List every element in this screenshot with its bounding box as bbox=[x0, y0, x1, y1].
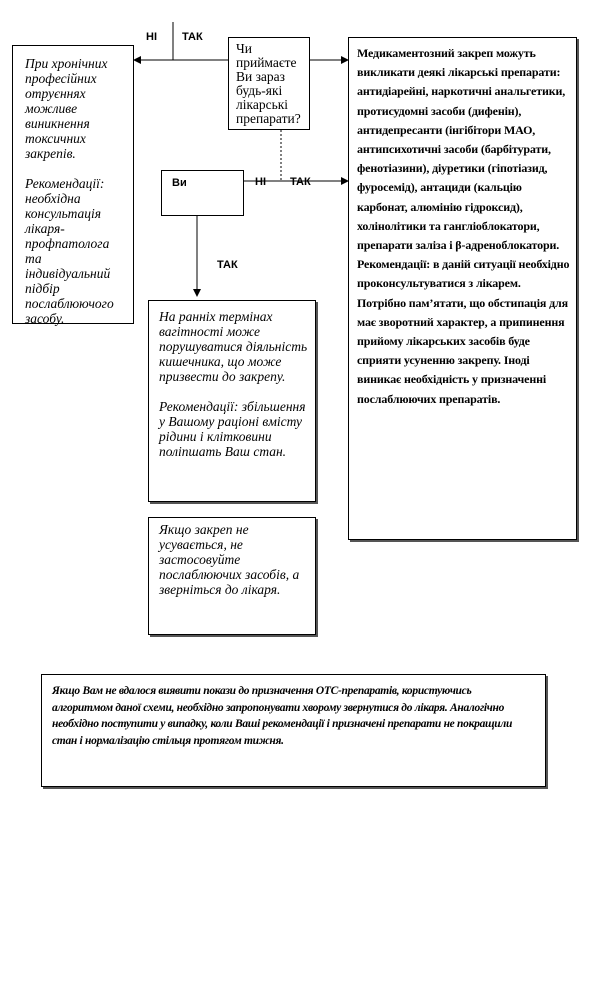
bottom-note-text: Якщо Вам не вдалося виявити покази до призначення ОТС-препаратів, користуючись алгоритмом даної схеми, необхідно запропонувати хворому звернутися до лікаря. Аналогічно необхідно поступити у випадку, коли Ваші рекомендації і призначені препарати не покращили стан і нормалізацію стільця протягом тижня. bbox=[52, 685, 513, 747]
pregnancy-text-2: Рекомендації: збільшення у Вашому раціоні вмісту рідини і клітковини поліпшать Ваш стан. bbox=[159, 399, 306, 459]
vy-box bbox=[161, 170, 244, 216]
left-box bbox=[12, 45, 134, 324]
bottom-note-box bbox=[41, 674, 546, 787]
question-box bbox=[228, 37, 310, 130]
warning-box bbox=[148, 517, 316, 635]
question-text: Чи приймаєте Ви зараз будь-які лікарські препарати? bbox=[236, 41, 301, 126]
label-ni-mid: НІ bbox=[255, 176, 266, 188]
left-box-text-1: При хронічних професійних отруєннях можливе виникнення токсичних закрепів. bbox=[25, 56, 108, 161]
label-ni-top: НІ bbox=[146, 31, 157, 43]
warning-text: Якщо закреп не усувається, не застосовуйте послаблюючих засобів, а зверніться до лікаря. bbox=[159, 522, 300, 597]
medication-info-text: Медикаментозний закреп можуть викликати деякі лікарські препарати: антидіарейні, наркотичні анальгетики, протисудомні засоби (дифенін), антидепресанти (інгібітори МАО, антипсихотичні засоби (барбітурати, фенотіазини), діуретики (гіпотіазид, фуросемід), антациди (кальцію карбонат, алюмінію гідроксид), холінолітики та гангліоблокатори, препарати заліза і β-адреноблокатори. Рекомендації: в даній ситуації необхідно проконсультуватися з лікарем. Потрібно пам’ятати, що обстипація для має зворотний характер, а припинення прийому лікарських засобів буде сприяти усуненню закрепу. Іноді виникає необхідність у призначенні послаблюючих препаратів. bbox=[357, 46, 570, 406]
left-box-text-2: Рекомендації: необхідна консультація лікаря-профпатолога та індивідуальний підбір послаблюючого засобу. bbox=[25, 176, 114, 326]
label-tak-top: ТАК bbox=[182, 31, 203, 43]
vy-text: Ви bbox=[172, 177, 187, 189]
pregnancy-box bbox=[148, 300, 316, 502]
label-tak-mid: ТАК bbox=[290, 176, 311, 188]
pregnancy-text-1: На ранніх термінах вагітності може порушуватися діяльність кишечника, що може призвести до закрепу. bbox=[159, 309, 308, 384]
label-tak-down: ТАК bbox=[217, 259, 238, 271]
medication-info-box bbox=[348, 37, 577, 540]
